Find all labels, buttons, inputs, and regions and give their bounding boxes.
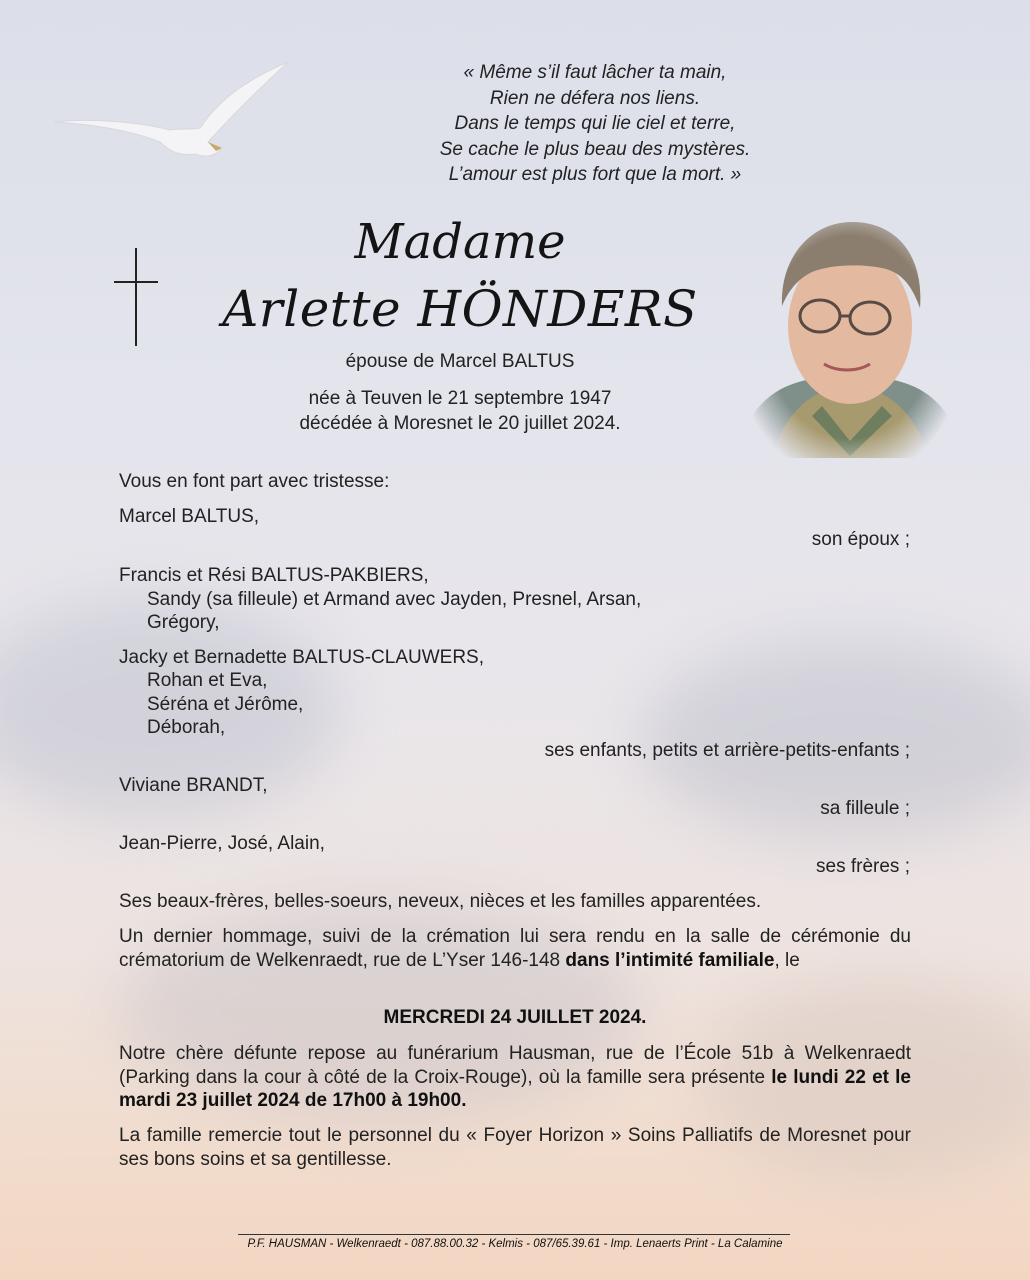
inlaws-line: Ses beaux-frères, belles-soeurs, neveux, nièces et les familles apparentées. <box>119 891 762 912</box>
grandchild-line: Rohan et Eva, <box>147 670 268 691</box>
child-name: Jacky et Bernadette BALTUS-CLAUWERS, <box>119 647 484 668</box>
poem-line: Se cache le plus beau des mystères. <box>439 138 751 160</box>
child-name: Francis et Rési BALTUS-PAKBIERS, <box>119 565 429 586</box>
poem-line: Dans le temps qui lie ciel et terre, <box>454 113 736 135</box>
visitation-text: Notre chère défunte repose au funérarium Hausman, rue de l’École 51b à Welkenraedt (Parking dans la cour à côté de la Croix-Rouge), où la famille sera présente <box>119 1043 911 1088</box>
footer-divider <box>238 1234 790 1235</box>
poem-line: L’amour est plus fort que la mort. » <box>448 164 742 186</box>
visitation-bold: le lundi 22 et le mardi 23 juillet 2024 de 17h00 à 19h00. <box>119 1066 911 1111</box>
birth-line: née à Teuven le 21 septembre 1947 <box>308 388 612 409</box>
seagull-icon <box>50 58 295 168</box>
brothers-names: Jean-Pierre, José, Alain, <box>119 833 325 854</box>
footer-text: P.F. HAUSMAN - Welkenraedt - 087.88.00.32 - Kelmis - 087/65.39.61 - Imp. Lenaerts Print - La Calamine <box>247 1238 783 1250</box>
grandchild-line: Grégory, <box>147 612 220 633</box>
ceremony-paragraph <box>119 925 911 972</box>
goddaughter-role: sa filleule ; <box>820 798 910 819</box>
spouse-line: épouse de Marcel BALTUS <box>345 351 575 372</box>
visitation-paragraph <box>119 1042 911 1113</box>
children-role: ses enfants, petits et arrière-petits-enfants ; <box>544 740 910 761</box>
portrait-photo <box>752 216 948 458</box>
ceremony-date: MERCREDI 24 JUILLET 2024. <box>383 1007 647 1028</box>
title-madame: Madame <box>354 214 566 270</box>
deceased-name: Arlette HÖNDERS <box>222 280 698 338</box>
thanks-paragraph: La famille remercie tout le personnel du « Foyer Horizon » Soins Palliatifs de Moresnet pour ses bons soins et sa gentillesse. <box>119 1125 911 1170</box>
spouse-role: son époux ; <box>811 529 910 550</box>
death-line: décédée à Moresnet le 20 juillet 2024. <box>299 413 621 434</box>
ceremony-text: Un dernier hommage, suivi de la crémation lui sera rendu en la salle de cérémonie du crématorium de Welkenraedt, rue de L’Yser 146-148 <box>119 926 911 971</box>
poem-line: « Même s’il faut lâcher ta main, <box>463 62 727 83</box>
grandchild-line: Déborah, <box>147 717 226 738</box>
grandchild-line: Séréna et Jérôme, <box>147 694 304 715</box>
ceremony-bold: dans l’intimité familiale <box>565 949 775 971</box>
brothers-role: ses frères ; <box>816 856 910 877</box>
goddaughter-name: Viviane BRANDT, <box>119 775 268 796</box>
intro-text: Vous en font part avec tristesse: <box>119 471 390 492</box>
poem-line: Rien ne défera nos liens. <box>489 87 701 109</box>
ceremony-text-end: , le <box>774 949 800 971</box>
spouse-name: Marcel BALTUS, <box>119 506 260 527</box>
poem <box>360 60 830 188</box>
grandchild-line: Sandy (sa filleule) et Armand avec Jayden, Presnel, Arsan, <box>147 589 642 610</box>
